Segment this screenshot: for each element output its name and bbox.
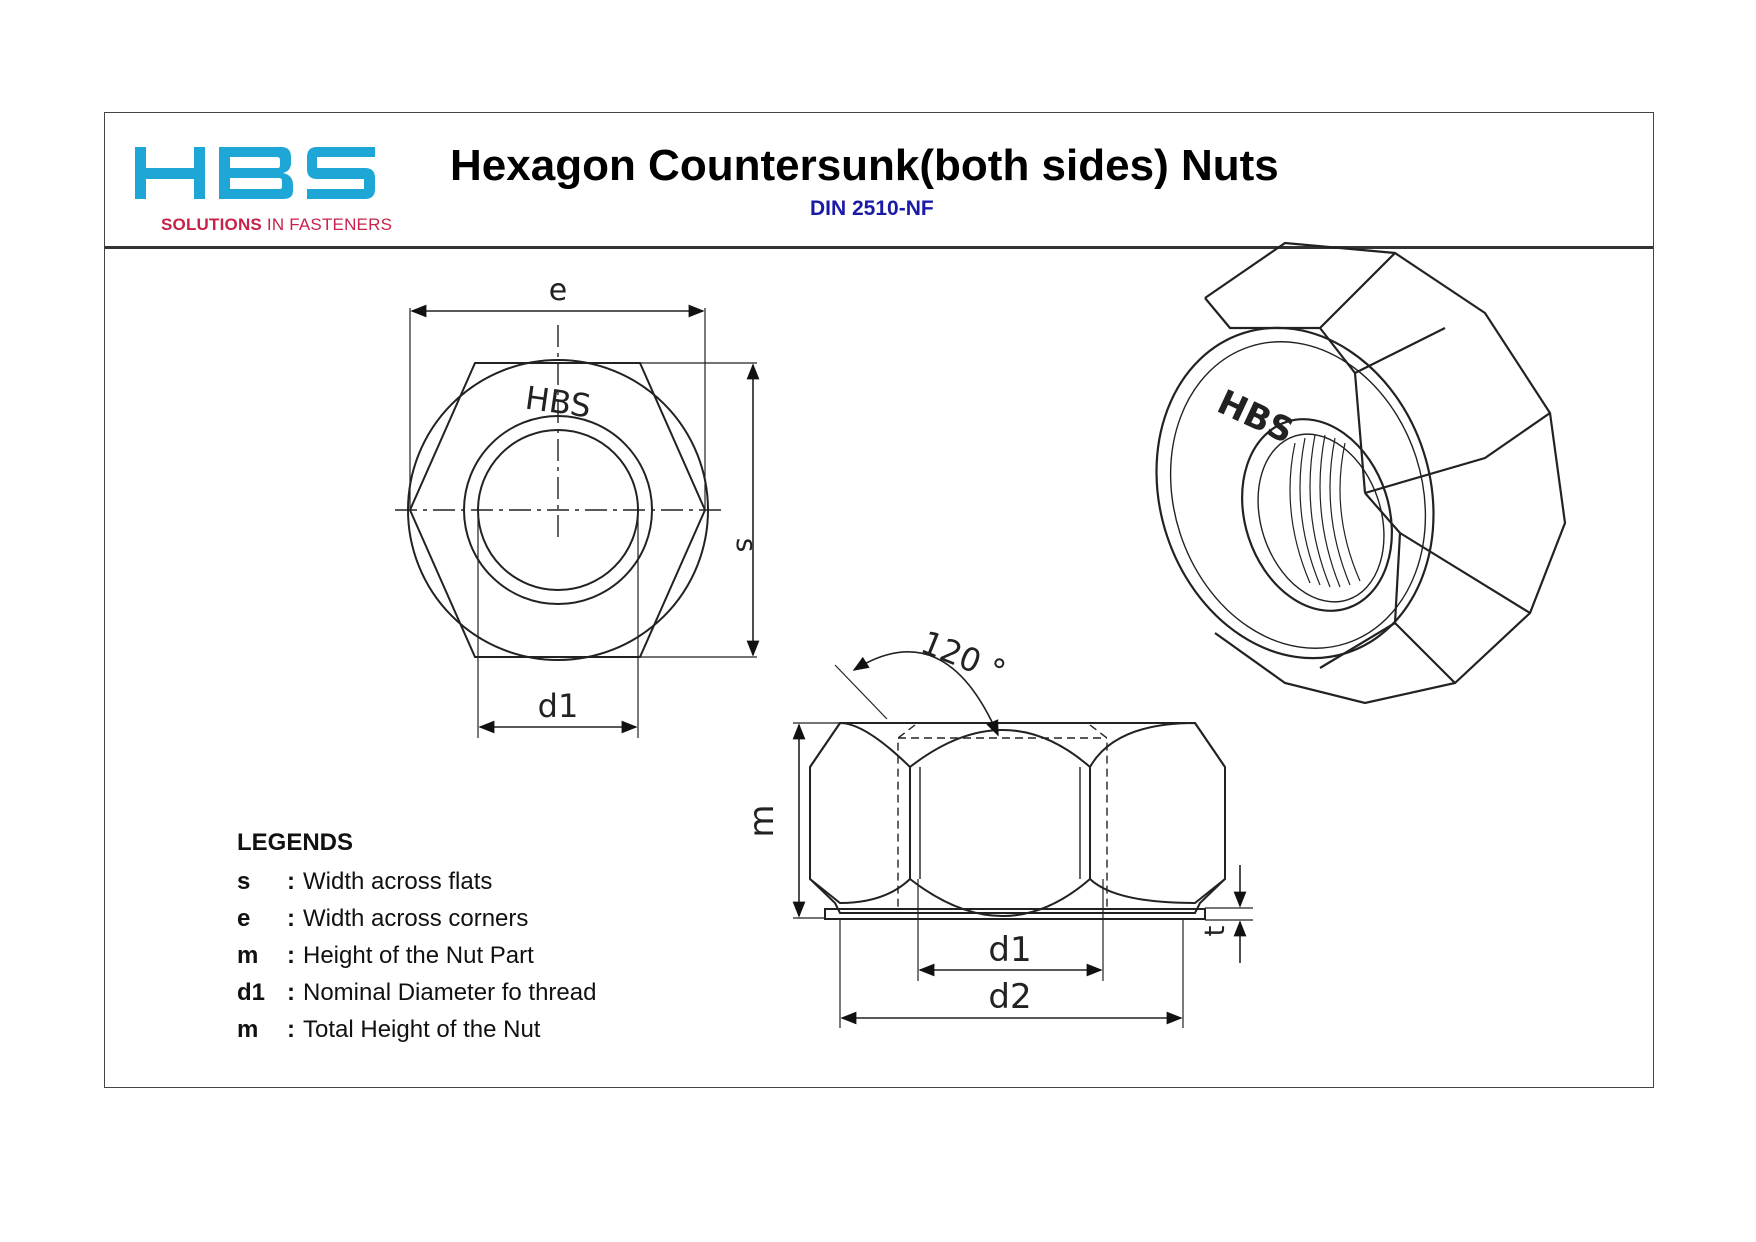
iso-marking: HBS — [1211, 382, 1300, 452]
isometric-view — [1115, 243, 1565, 703]
label-d1-side: d1 — [988, 930, 1032, 970]
legend-symbol: d1 — [237, 978, 266, 1006]
legend-symbol: s — [237, 867, 251, 895]
label-d1-top: d1 — [537, 687, 579, 725]
label-s: s — [730, 537, 763, 553]
label-angle: 120 ° — [915, 623, 1011, 692]
label-d2: d2 — [988, 977, 1032, 1017]
label-m: m — [742, 804, 782, 838]
legend-description: Width across flats — [303, 867, 493, 895]
label-t: t — [1198, 925, 1231, 937]
top-view-marking: HBS — [522, 378, 594, 426]
legend-title: LEGENDS — [237, 829, 354, 856]
logo-tagline-rest: IN FASTENERS — [261, 215, 393, 234]
top-view — [395, 308, 757, 738]
standard-code: DIN 2510-NF — [810, 197, 934, 220]
legend-symbol: m — [237, 941, 259, 969]
label-e: e — [548, 273, 568, 308]
legend-symbol: e — [237, 904, 251, 932]
legend-description: Width across corners — [303, 904, 529, 932]
legend-item: m : Total Height of the Nut — [237, 1015, 541, 1043]
legend-item: m : Height of the Nut Part — [237, 941, 534, 969]
page-title: Hexagon Countersunk(both sides) Nuts — [450, 141, 1279, 190]
legend — [237, 829, 596, 1048]
side-view — [793, 652, 1253, 1028]
logo-tagline-bold: SOLUTIONS — [161, 215, 262, 234]
legend-description: Total Height of the Nut — [303, 1015, 541, 1043]
legend-item: e : Width across corners — [237, 904, 529, 932]
legend-description: Height of the Nut Part — [303, 941, 534, 969]
iso-washer-face — [1115, 292, 1476, 695]
legend-description: Nominal Diameter fo thread — [303, 978, 597, 1006]
side-view-outline — [810, 723, 1225, 913]
legend-item: d1 : Nominal Diameter fo thread — [237, 978, 597, 1006]
drawing-sheet — [104, 112, 1654, 1088]
legend-item: s : Width across flats — [237, 867, 493, 895]
legend-symbol: m — [237, 1015, 259, 1043]
